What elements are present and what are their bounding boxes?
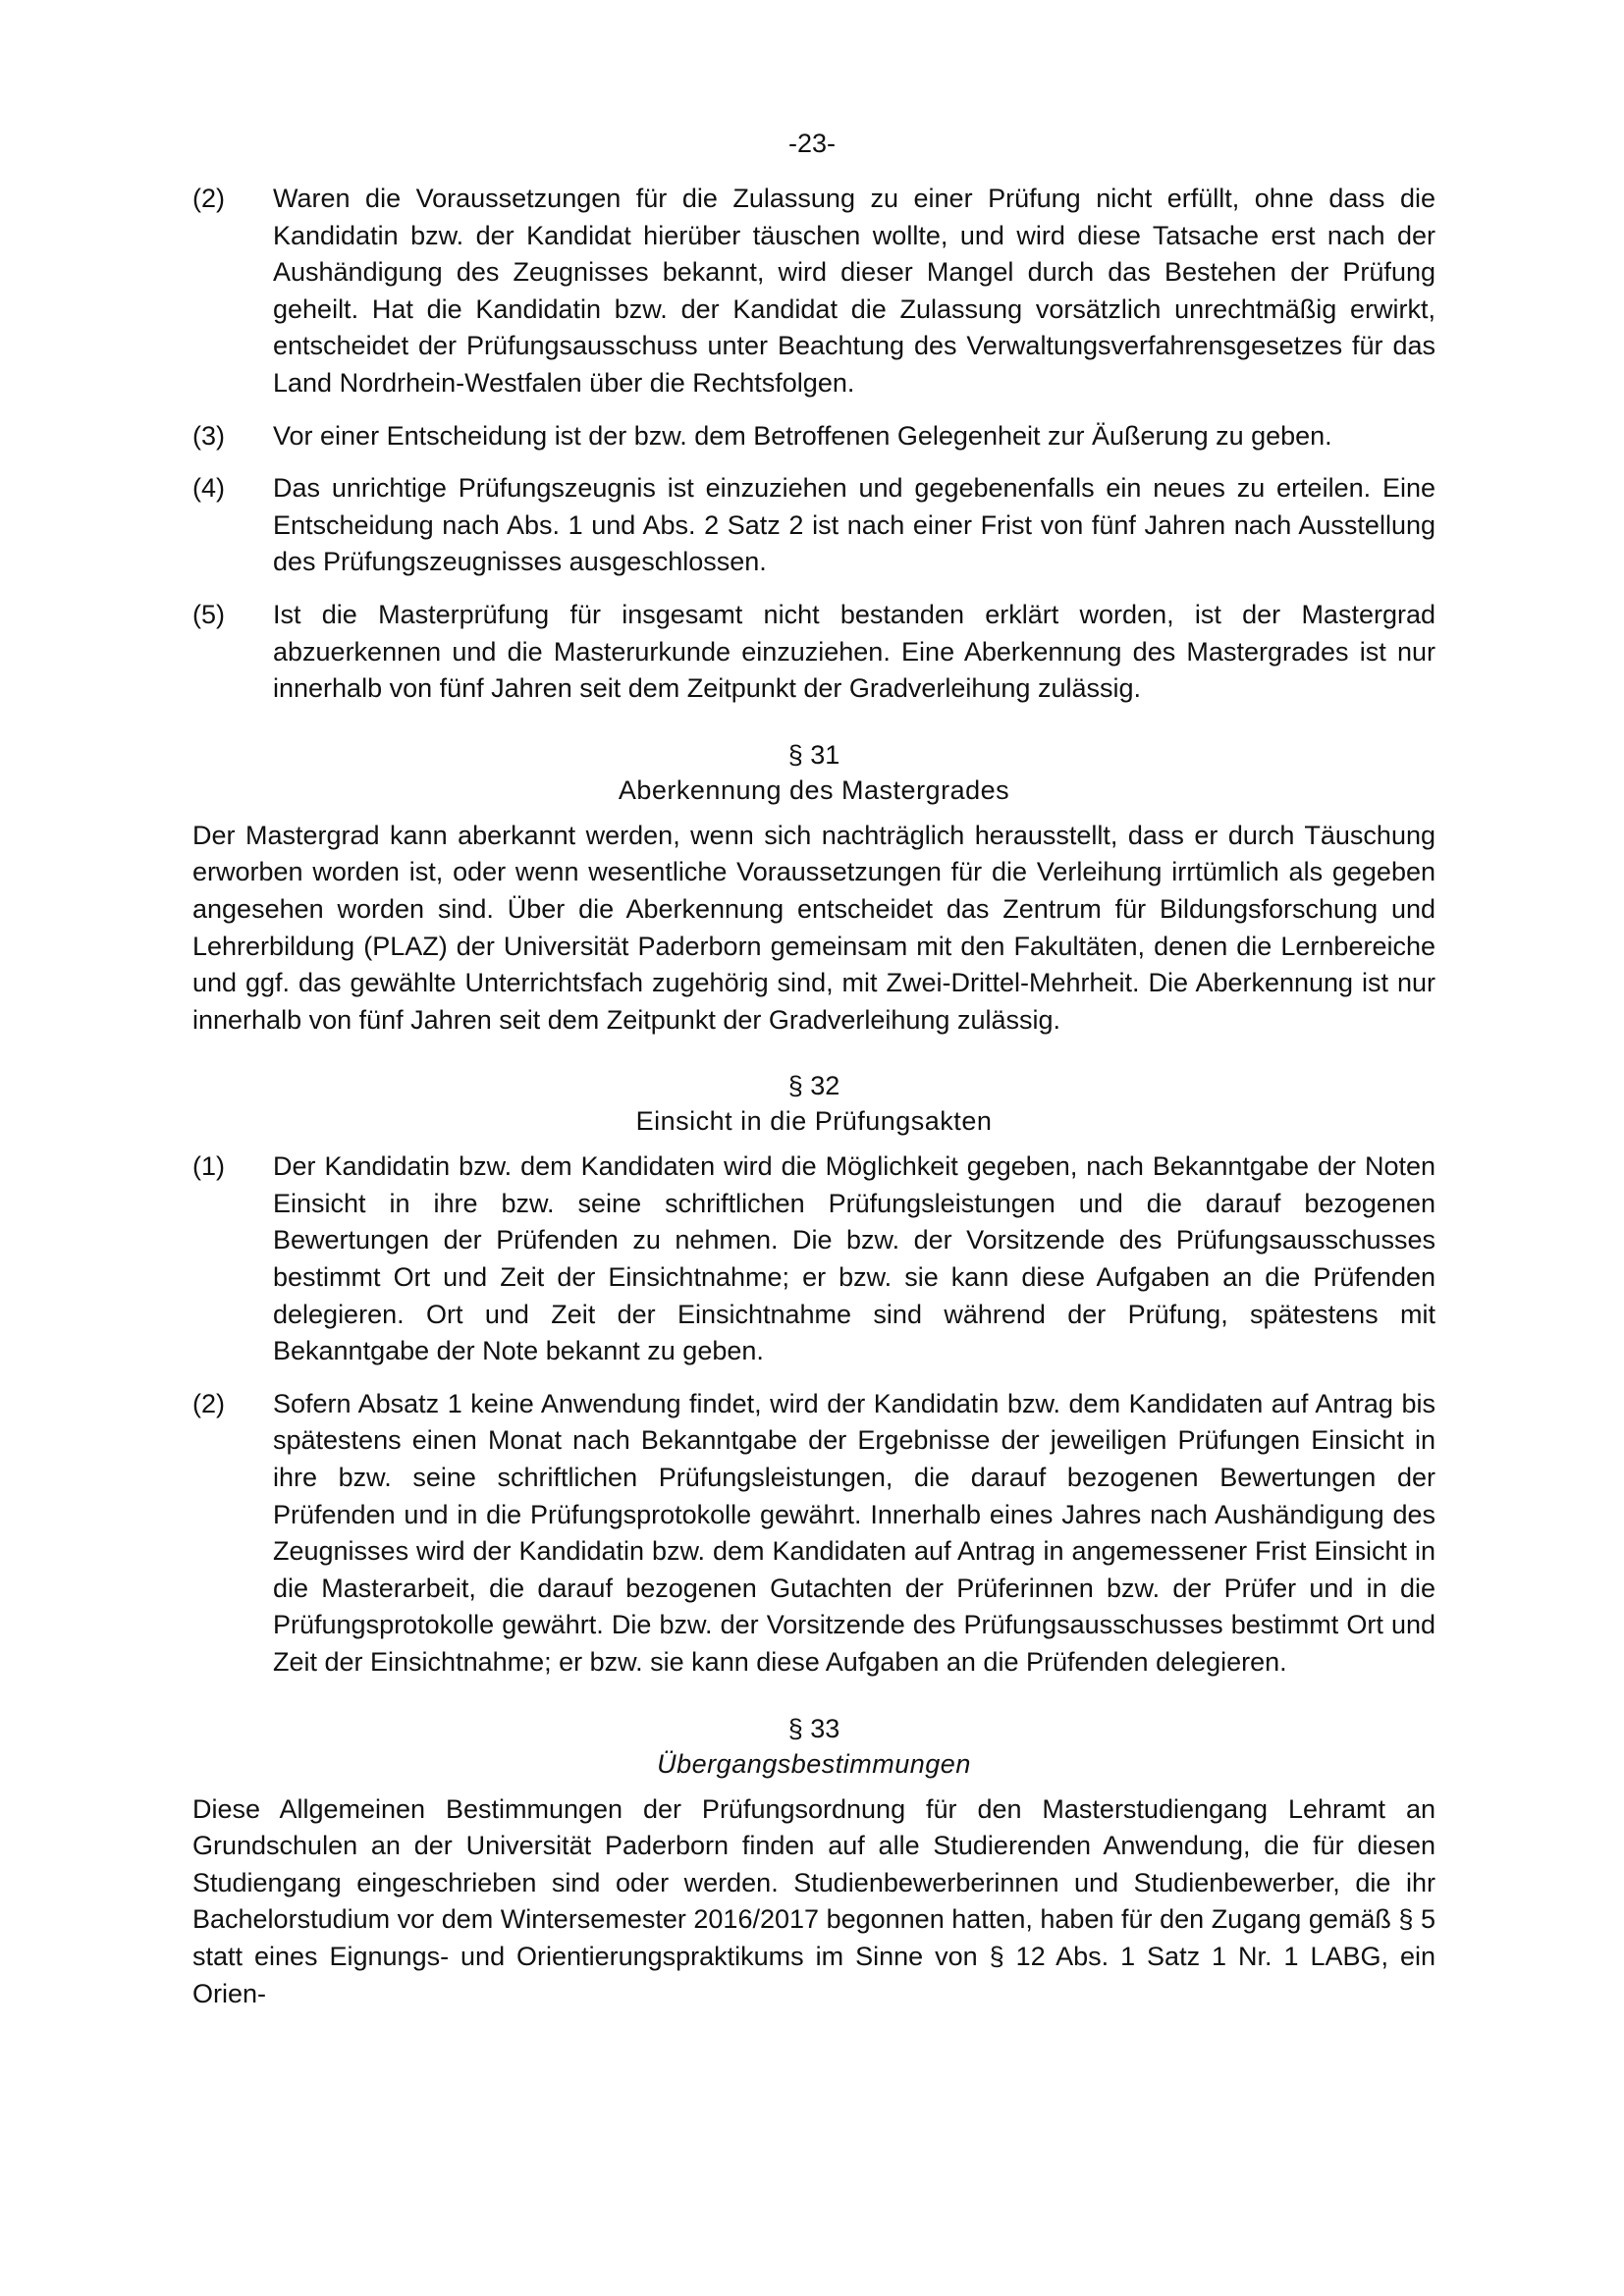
page-number: -23- (787, 129, 836, 158)
section-number: § 32 (787, 1071, 840, 1101)
paragraph-5 (192, 597, 1435, 708)
section-33-heading (192, 1711, 1435, 1782)
paragraph-number: (1) (192, 1151, 225, 1182)
section-31-heading (192, 737, 1435, 808)
section-number: § 33 (787, 1713, 840, 1743)
page-content (192, 181, 1435, 2028)
paragraph-text: Vor einer Entscheidung ist der bzw. dem Betroffenen Gelegenheit zur Äußerung zu geben. (273, 420, 1332, 451)
section-title: Aberkennung des Mastergrades (618, 774, 1010, 805)
paragraph-number: (2) (192, 1388, 225, 1418)
section-33-body: Diese Allgemeinen Bestimmungen der Prüfungsordnung für den Masterstudiengang Lehramt an Grundschulen an der Universität Paderborn finden auf alle Studierenden Anwendung, die für diesen Studiengang eingeschrieben sind oder werden. Studienbewerberinnen und Studienbewerber, die ihr Bachelorstudium vor dem Wintersemester 2016/2017 begonnen hatten, haben für den Zugang gemäß § 5 statt eines Eignungs- und Orientierungspraktikums im Sinne von § 12 Abs. 1 Satz 1 Nr. 1 LABG, ein Orien- (192, 1793, 1435, 2008)
paragraph-text: Waren die Voraussetzungen für die Zulassung zu einer Prüfung nicht erfüllt, ohne dass die Kandidatin bzw. der Kandidat hierüber täuschen wollte, und wird diese Tatsache erst nach der Aushändigung des Zeugnisses bekannt, wird dieser Mangel durch das Bestehen der Prüfung geheilt. Hat die Kandidatin bzw. der Kandidat die Zulassung vorsätzlich unrechtmäßig erwirkt, entscheidet der Prüfungsausschuss unter Beachtung des Verwaltungsverfahrensgesetzes für das Land Nordrhein-Westfalen über die Rechtsfolgen. (273, 184, 1435, 398)
section-32-heading (192, 1068, 1435, 1139)
paragraph-text: Sofern Absatz 1 keine Anwendung findet, wird der Kandidatin bzw. dem Kandidaten auf Antrag bis spätestens einen Monat nach Bekanntgabe der Ergebnisse der jeweiligen Prüfungen Einsicht in ihre bzw. seine schriftlichen Prüfungsleistungen, die darauf bezogenen Bewertungen der Prüfenden und in die Prüfungsprotokolle gewährt. Innerhalb eines Jahres nach Aushändigung des Zeugnisses wird der Kandidatin bzw. dem Kandidaten auf Antrag in angemessener Frist Einsicht in die Masterarbeit, die darauf bezogenen Gutachten der Prüferinnen bzw. der Prüfer und in die Prüfungsprotokolle gewährt. Die bzw. der Vorsitzende des Prüfungsausschusses bestimmt Ort und Zeit der Einsichtnahme; er bzw. sie kann diese Aufgaben an die Prüfenden delegieren. (273, 1388, 1435, 1677)
paragraph-number: (4) (192, 473, 225, 504)
paragraph-text: Der Kandidatin bzw. dem Kandidaten wird die Möglichkeit gegeben, nach Bekanntgabe der Noten Einsicht in ihre bzw. seine schriftlichen Prüfungsleistungen und die darauf bezogenen Bewertungen der Prüfenden zu nehmen. Die bzw. der Vorsitzende des Prüfungsausschusses bestimmt Ort und Zeit der Einsichtnahme; er bzw. sie kann diese Aufgaben an die Prüfenden delegieren. Ort und Zeit der Einsichtnahme sind während der Prüfung, spätestens mit Bekanntgabe der Note bekannt zu geben. (273, 1151, 1435, 1366)
section-title: Einsicht in die Prüfungsakten (635, 1106, 993, 1137)
section-31-body: Der Mastergrad kann aberkannt werden, wenn sich nachträglich herausstellt, dass er durch Täuschung erworben worden ist, oder wenn wesentliche Voraussetzungen für die Verleihung irrtümlich als gegeben angesehen worden sind. Über die Aberkennung entscheidet das Zentrum für Bildungsforschung und Lehrerbildung (PLAZ) der Universität Paderborn gemeinsam mit den Fakultäten, denen die Lernbereiche und ggf. das gewählte Unterrichtsfach zugehörig sind, mit Zwei-Drittel-Mehrheit. Die Aberkennung ist nur innerhalb von fünf Jahren seit dem Zeitpunkt der Gradverleihung zulässig. (192, 820, 1435, 1035)
paragraph-4 (192, 470, 1435, 581)
paragraph-text: Das unrichtige Prüfungszeugnis ist einzuziehen und gegebenenfalls ein neues zu erteilen. Eine Entscheidung nach Abs. 1 und Abs. 2 Satz 2 ist nach einer Frist von fünf Jahren nach Ausstellung des Prüfungszeugnisses ausgeschlossen. (273, 473, 1435, 577)
paragraph-3 (192, 418, 1435, 455)
paragraph-text: Ist die Masterprüfung für insgesamt nicht bestanden erklärt worden, ist der Mastergrad abzuerkennen und die Masterurkunde einzuziehen. Eine Aberkennung des Mastergrades ist nur innerhalb von fünf Jahren seit dem Zeitpunkt der Gradverleihung zulässig. (273, 599, 1435, 704)
paragraph-number: (2) (192, 184, 225, 213)
section-32-paragraph-1 (192, 1148, 1435, 1370)
section-32-paragraph-2 (192, 1386, 1435, 1682)
paragraph-number: (5) (192, 599, 225, 629)
section-title: Übergangsbestimmungen (657, 1748, 971, 1779)
paragraph-number: (3) (192, 420, 225, 451)
paragraph-2 (192, 181, 1435, 402)
section-number: § 31 (787, 739, 840, 770)
